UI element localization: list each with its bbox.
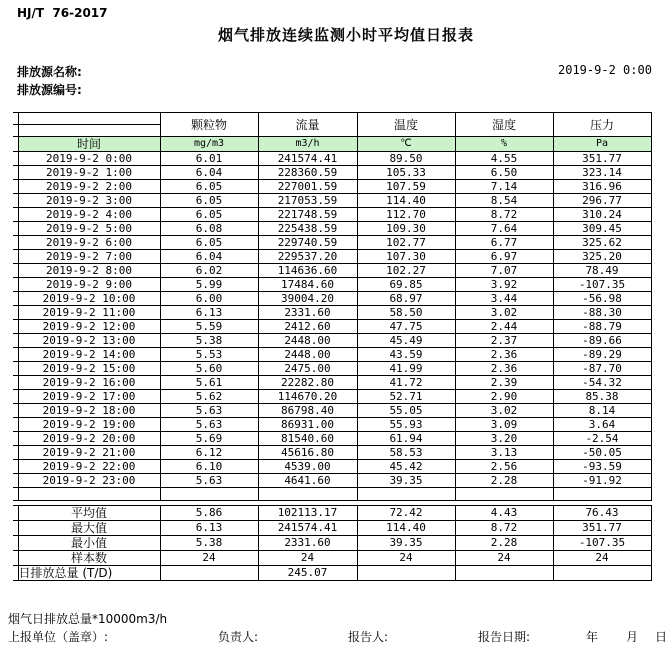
row-value: 2.44 xyxy=(455,320,553,334)
row-time: 2019-9-2 12:00 xyxy=(18,320,160,334)
row-value: 109.30 xyxy=(357,222,455,236)
row-value: 309.45 xyxy=(553,222,651,236)
row-value: 296.77 xyxy=(553,194,651,208)
table-row xyxy=(13,446,651,460)
row-value: 2.90 xyxy=(455,390,553,404)
summary-value: 245.07 xyxy=(258,566,357,581)
summary-value xyxy=(553,566,651,581)
summary-value: 72.42 xyxy=(357,506,455,521)
responsible-person-label: 负责人: xyxy=(218,630,259,644)
summary-value: 2331.60 xyxy=(258,536,357,551)
table-row xyxy=(13,348,651,362)
row-value: 5.99 xyxy=(160,278,258,292)
row-value: 85.38 xyxy=(553,390,651,404)
source-code-label: 排放源编号: xyxy=(17,83,82,97)
row-value: 45616.80 xyxy=(258,446,357,460)
row-value: 102.27 xyxy=(357,264,455,278)
row-value: 6.12 xyxy=(160,446,258,460)
table-row xyxy=(13,432,651,446)
row-value: -56.98 xyxy=(553,292,651,306)
row-value: 6.05 xyxy=(160,194,258,208)
row-value: 41.72 xyxy=(357,376,455,390)
row-value: -88.30 xyxy=(553,306,651,320)
blank-row xyxy=(13,488,651,501)
row-value: 227001.59 xyxy=(258,180,357,194)
source-name-label: 排放源名称: xyxy=(17,65,82,79)
table-row xyxy=(13,152,651,166)
monitoring-table xyxy=(13,112,652,501)
row-value: 3.02 xyxy=(455,306,553,320)
row-value: 221748.59 xyxy=(258,208,357,222)
row-value: 2.36 xyxy=(455,362,553,376)
row-time: 2019-9-2 8:00 xyxy=(18,264,160,278)
row-value: 22282.80 xyxy=(258,376,357,390)
row-value: -87.70 xyxy=(553,362,651,376)
summary-value: 241574.41 xyxy=(258,521,357,536)
row-value: 6.50 xyxy=(455,166,553,180)
row-value: 112.70 xyxy=(357,208,455,222)
row-value: 6.01 xyxy=(160,152,258,166)
row-value: -93.59 xyxy=(553,460,651,474)
column-header-pressure: 压力 xyxy=(553,113,651,137)
report-date-label: 报告日期: xyxy=(478,630,531,644)
summary-row xyxy=(13,521,651,536)
row-value: 86931.00 xyxy=(258,418,357,432)
row-value: 3.13 xyxy=(455,446,553,460)
row-value: -2.54 xyxy=(553,432,651,446)
summary-label: 日排放总量 (T/D) xyxy=(18,566,160,581)
row-value: 2448.00 xyxy=(258,348,357,362)
row-value: 52.71 xyxy=(357,390,455,404)
footer-signature-line xyxy=(0,628,669,644)
unit-flow: m3/h xyxy=(258,137,357,152)
row-value: 6.00 xyxy=(160,292,258,306)
row-value: 316.96 xyxy=(553,180,651,194)
table-row xyxy=(13,306,651,320)
row-value: 325.20 xyxy=(553,250,651,264)
report-datetime: 2019-9-2 0:00 xyxy=(558,63,652,77)
row-value: 5.53 xyxy=(160,348,258,362)
row-value: 8.54 xyxy=(455,194,553,208)
row-value: 3.44 xyxy=(455,292,553,306)
row-time: 2019-9-2 16:00 xyxy=(18,376,160,390)
row-time: 2019-9-2 11:00 xyxy=(18,306,160,320)
table-row xyxy=(13,404,651,418)
summary-value: 114.40 xyxy=(357,521,455,536)
unit-particulate: mg/m3 xyxy=(160,137,258,152)
row-value: 229740.59 xyxy=(258,236,357,250)
table-row xyxy=(13,222,651,236)
row-value: 8.72 xyxy=(455,208,553,222)
row-time: 2019-9-2 2:00 xyxy=(18,180,160,194)
summary-value: 4.43 xyxy=(455,506,553,521)
row-time: 2019-9-2 18:00 xyxy=(18,404,160,418)
row-value: 229537.20 xyxy=(258,250,357,264)
row-value: 2.36 xyxy=(455,348,553,362)
row-value: 2.28 xyxy=(455,474,553,488)
summary-value: -107.35 xyxy=(553,536,651,551)
row-value: 325.62 xyxy=(553,236,651,250)
row-time: 2019-9-2 7:00 xyxy=(18,250,160,264)
row-time: 2019-9-2 22:00 xyxy=(18,460,160,474)
row-time: 2019-9-2 19:00 xyxy=(18,418,160,432)
row-value: 3.64 xyxy=(553,418,651,432)
summary-value: 24 xyxy=(455,551,553,566)
summary-row xyxy=(13,506,651,521)
row-value: 6.08 xyxy=(160,222,258,236)
time-header-blank-bottom xyxy=(18,125,160,137)
hour-rows xyxy=(13,152,651,488)
table-row xyxy=(13,194,651,208)
row-value: 6.77 xyxy=(455,236,553,250)
row-value: 69.85 xyxy=(357,278,455,292)
row-value: 6.05 xyxy=(160,208,258,222)
row-time: 2019-9-2 21:00 xyxy=(18,446,160,460)
row-value: 3.09 xyxy=(455,418,553,432)
standard-code: HJ/T 76-2017 xyxy=(17,6,108,20)
row-time: 2019-9-2 15:00 xyxy=(18,362,160,376)
summary-value: 6.13 xyxy=(160,521,258,536)
row-value: 2475.00 xyxy=(258,362,357,376)
summary-value xyxy=(160,566,258,581)
row-value: 78.49 xyxy=(553,264,651,278)
row-time: 2019-9-2 0:00 xyxy=(18,152,160,166)
row-value: 2.37 xyxy=(455,334,553,348)
row-value: 2.39 xyxy=(455,376,553,390)
table-row xyxy=(13,250,651,264)
summary-label: 最大值 xyxy=(18,521,160,536)
summary-rows xyxy=(13,506,651,581)
row-value: 45.49 xyxy=(357,334,455,348)
row-value: 47.75 xyxy=(357,320,455,334)
row-value: 81540.60 xyxy=(258,432,357,446)
column-header-temperature: 温度 xyxy=(357,113,455,137)
row-time: 2019-9-2 4:00 xyxy=(18,208,160,222)
table-row xyxy=(13,334,651,348)
row-value: 2.56 xyxy=(455,460,553,474)
table-row xyxy=(13,236,651,250)
row-time: 2019-9-2 5:00 xyxy=(18,222,160,236)
summary-value: 2.28 xyxy=(455,536,553,551)
summary-row xyxy=(13,551,651,566)
reporter-label: 报告人: xyxy=(348,630,389,644)
row-value: 241574.41 xyxy=(258,152,357,166)
summary-value: 24 xyxy=(553,551,651,566)
summary-value: 5.86 xyxy=(160,506,258,521)
summary-value xyxy=(357,566,455,581)
row-value: 5.60 xyxy=(160,362,258,376)
row-value: 107.30 xyxy=(357,250,455,264)
row-time: 2019-9-2 9:00 xyxy=(18,278,160,292)
row-value: 310.24 xyxy=(553,208,651,222)
year-label: 年 xyxy=(586,630,599,644)
row-value: 68.97 xyxy=(357,292,455,306)
row-value: 61.94 xyxy=(357,432,455,446)
row-value: 7.14 xyxy=(455,180,553,194)
row-value: 4641.60 xyxy=(258,474,357,488)
report-title: 烟气排放连续监测小时平均值日报表 xyxy=(217,26,474,44)
row-value: 7.64 xyxy=(455,222,553,236)
unit-temperature: ℃ xyxy=(357,137,455,152)
time-header-blank-top xyxy=(18,113,160,125)
row-value: -54.32 xyxy=(553,376,651,390)
row-value: 39.35 xyxy=(357,474,455,488)
summary-value: 102113.17 xyxy=(258,506,357,521)
row-time: 2019-9-2 6:00 xyxy=(18,236,160,250)
unit-humidity: % xyxy=(455,137,553,152)
row-value: 17484.60 xyxy=(258,278,357,292)
summary-value: 8.72 xyxy=(455,521,553,536)
summary-value: 351.77 xyxy=(553,521,651,536)
summary-value: 24 xyxy=(160,551,258,566)
row-value: 228360.59 xyxy=(258,166,357,180)
row-value: 8.14 xyxy=(553,404,651,418)
report-unit-label: 上报单位（盖章）: xyxy=(8,630,109,644)
row-value: 3.02 xyxy=(455,404,553,418)
summary-row xyxy=(13,566,651,581)
row-value: 58.53 xyxy=(357,446,455,460)
monitoring-table-area xyxy=(13,112,652,581)
column-header-humidity: 湿度 xyxy=(455,113,553,137)
row-value: 6.04 xyxy=(160,250,258,264)
row-value: -88.79 xyxy=(553,320,651,334)
row-value: 6.10 xyxy=(160,460,258,474)
table-row xyxy=(13,278,651,292)
row-value: 58.50 xyxy=(357,306,455,320)
unit-pressure: Pa xyxy=(553,137,651,152)
summary-value: 24 xyxy=(357,551,455,566)
row-value: 2448.00 xyxy=(258,334,357,348)
row-value: 4539.00 xyxy=(258,460,357,474)
table-row xyxy=(13,362,651,376)
row-value: -107.35 xyxy=(553,278,651,292)
row-value: 3.92 xyxy=(455,278,553,292)
table-row xyxy=(13,376,651,390)
month-label: 月 xyxy=(626,630,639,644)
row-value: 105.33 xyxy=(357,166,455,180)
summary-label: 样本数 xyxy=(18,551,160,566)
row-value: 5.63 xyxy=(160,474,258,488)
row-value: 217053.59 xyxy=(258,194,357,208)
row-value: 102.77 xyxy=(357,236,455,250)
row-time: 2019-9-2 10:00 xyxy=(18,292,160,306)
row-value: 5.63 xyxy=(160,418,258,432)
row-value: 3.20 xyxy=(455,432,553,446)
day-label: 日 xyxy=(655,630,668,644)
row-value: 6.97 xyxy=(455,250,553,264)
footer-note: 烟气日排放总量*10000m3/h xyxy=(8,612,168,626)
table-row xyxy=(13,264,651,278)
summary-value xyxy=(455,566,553,581)
summary-value: 76.43 xyxy=(553,506,651,521)
row-value: 89.50 xyxy=(357,152,455,166)
row-value: 7.07 xyxy=(455,264,553,278)
row-value: 6.02 xyxy=(160,264,258,278)
row-time: 2019-9-2 1:00 xyxy=(18,166,160,180)
summary-value: 24 xyxy=(258,551,357,566)
row-time: 2019-9-2 20:00 xyxy=(18,432,160,446)
summary-label: 平均值 xyxy=(18,506,160,521)
row-value: 86798.40 xyxy=(258,404,357,418)
row-value: 43.59 xyxy=(357,348,455,362)
row-value: -89.29 xyxy=(553,348,651,362)
row-value: 114.40 xyxy=(357,194,455,208)
row-time: 2019-9-2 17:00 xyxy=(18,390,160,404)
row-value: 5.69 xyxy=(160,432,258,446)
row-value: -50.05 xyxy=(553,446,651,460)
table-row xyxy=(13,208,651,222)
row-value: 41.99 xyxy=(357,362,455,376)
row-time: 2019-9-2 3:00 xyxy=(18,194,160,208)
unit-row xyxy=(13,137,651,152)
column-header-flow: 流量 xyxy=(258,113,357,137)
table-row xyxy=(13,460,651,474)
row-value: 5.62 xyxy=(160,390,258,404)
row-value: 114636.60 xyxy=(258,264,357,278)
column-header-particulate: 颗粒物 xyxy=(160,113,258,137)
row-value: 351.77 xyxy=(553,152,651,166)
row-time: 2019-9-2 13:00 xyxy=(18,334,160,348)
header-row-1 xyxy=(13,113,651,125)
row-value: 107.59 xyxy=(357,180,455,194)
row-value: 5.61 xyxy=(160,376,258,390)
row-time: 2019-9-2 14:00 xyxy=(18,348,160,362)
row-value: 6.05 xyxy=(160,236,258,250)
table-row xyxy=(13,166,651,180)
row-value: 5.63 xyxy=(160,404,258,418)
row-value: 323.14 xyxy=(553,166,651,180)
summary-label: 最小值 xyxy=(18,536,160,551)
summary-value: 5.38 xyxy=(160,536,258,551)
table-row xyxy=(13,474,651,488)
row-value: -91.92 xyxy=(553,474,651,488)
table-row xyxy=(13,390,651,404)
row-value: 45.42 xyxy=(357,460,455,474)
row-value: 55.05 xyxy=(357,404,455,418)
summary-table xyxy=(13,505,652,581)
row-value: 5.59 xyxy=(160,320,258,334)
row-value: 6.04 xyxy=(160,166,258,180)
row-value: 4.55 xyxy=(455,152,553,166)
table-row xyxy=(13,180,651,194)
table-row xyxy=(13,320,651,334)
row-value: 55.93 xyxy=(357,418,455,432)
row-value: 2331.60 xyxy=(258,306,357,320)
row-value: 114670.20 xyxy=(258,390,357,404)
row-value: 2412.60 xyxy=(258,320,357,334)
summary-row xyxy=(13,536,651,551)
row-value: 6.13 xyxy=(160,306,258,320)
table-row xyxy=(13,292,651,306)
row-value: 6.05 xyxy=(160,180,258,194)
row-value: 5.38 xyxy=(160,334,258,348)
table-row xyxy=(13,418,651,432)
row-value: 39004.20 xyxy=(258,292,357,306)
row-time: 2019-9-2 23:00 xyxy=(18,474,160,488)
row-value: -89.66 xyxy=(553,334,651,348)
row-value: 225438.59 xyxy=(258,222,357,236)
time-label: 时间 xyxy=(18,137,160,152)
summary-value: 39.35 xyxy=(357,536,455,551)
